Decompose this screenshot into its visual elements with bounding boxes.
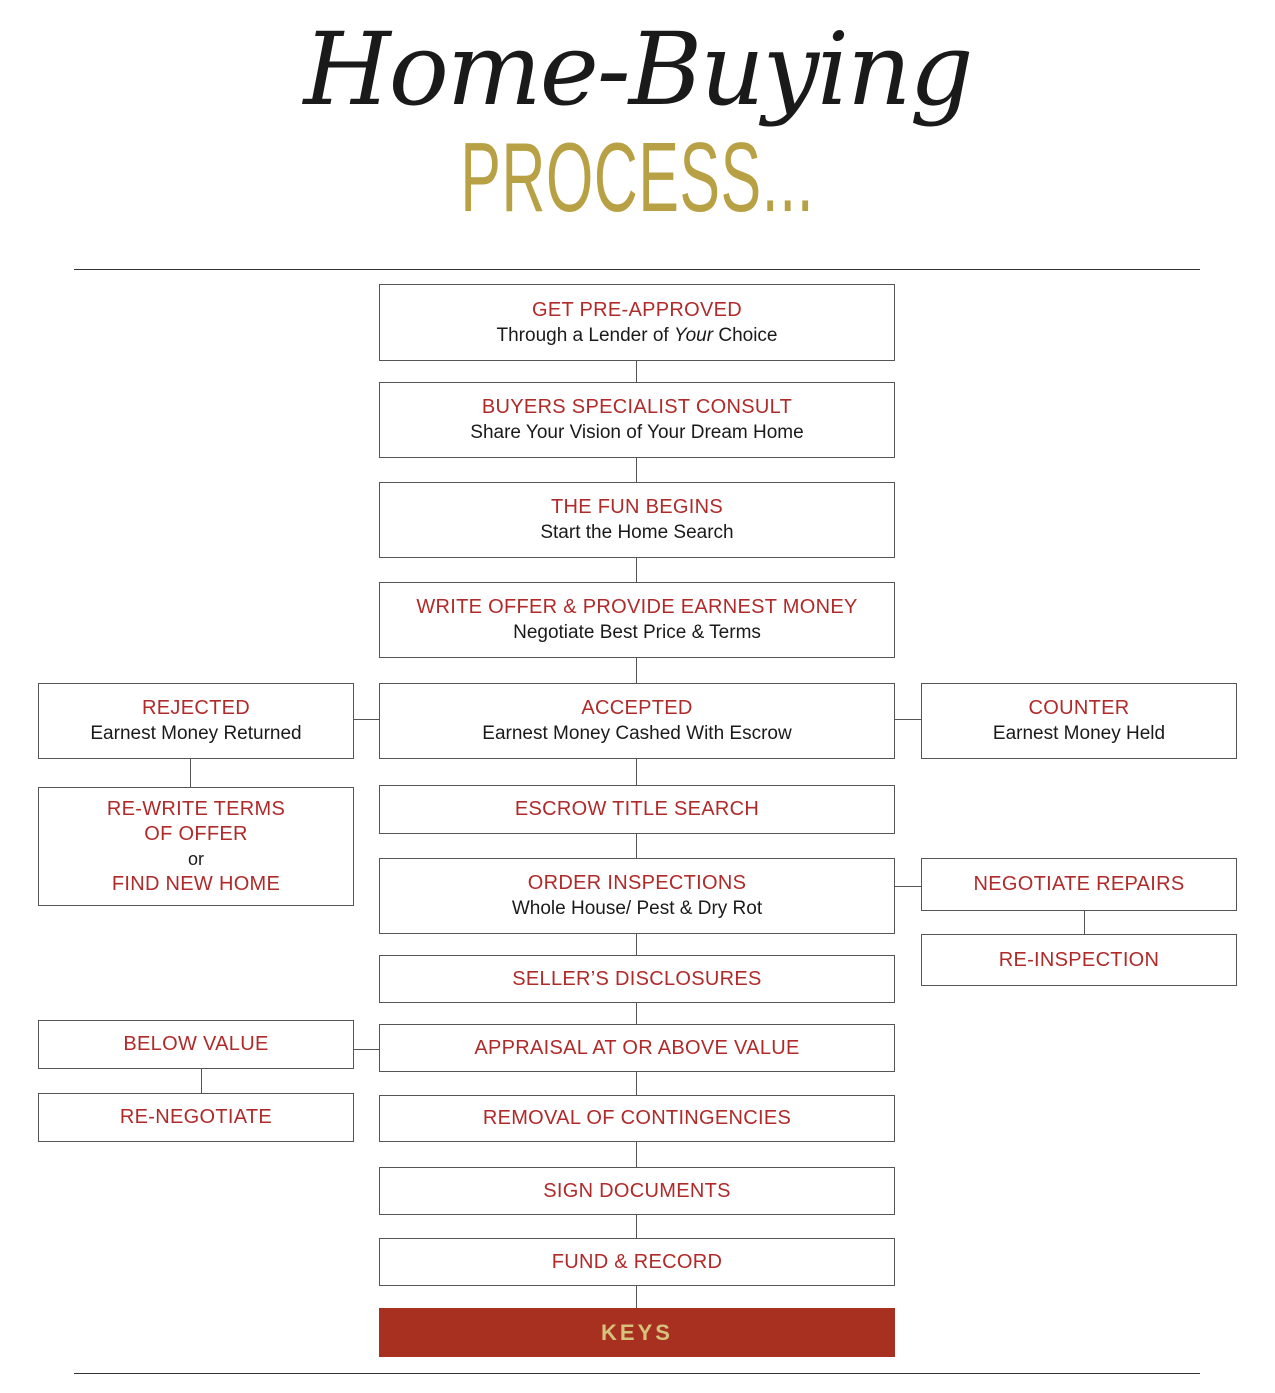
step-fund-record: [379, 1238, 895, 1286]
step-heading: OF OFFER: [144, 822, 248, 845]
step-escrow-title-search: [379, 785, 895, 834]
step-heading: REJECTED: [142, 697, 250, 719]
subtitle-part: Through a Lender of: [496, 324, 674, 346]
step-keys: [379, 1308, 895, 1357]
branch-negotiate-repairs: [921, 858, 1237, 911]
step-heading: SELLER’S DISCLOSURES: [512, 967, 762, 990]
step-fun-begins: [379, 482, 895, 558]
connector: [636, 759, 637, 785]
branch-reinspection: [921, 934, 1237, 986]
bottom-divider: [74, 1373, 1200, 1374]
step-subtitle: [497, 323, 778, 348]
connector: [636, 834, 637, 858]
connector: [895, 719, 921, 720]
step-buyers-consult: [379, 382, 895, 458]
step-heading: SIGN DOCUMENTS: [543, 1179, 731, 1202]
step-heading: REMOVAL OF CONTINGENCIES: [482, 1107, 792, 1129]
step-subtitle: Start the Home Search: [540, 522, 734, 543]
step-sellers-disclosures: [379, 955, 895, 1003]
step-heading: BELOW VALUE: [123, 1033, 269, 1055]
subtitle-part: Choice: [713, 324, 778, 346]
title-script: Home-Buying: [303, 11, 972, 128]
connector: [201, 1069, 202, 1093]
step-sign-documents: [379, 1167, 895, 1215]
step-heading: GET PRE-APPROVED: [531, 298, 743, 321]
step-removal-of-contingencies: [379, 1095, 895, 1142]
subtitle-emphasis: Your: [673, 324, 714, 346]
connector: [636, 361, 637, 382]
step-order-inspections: [379, 858, 895, 934]
step-heading: FIND NEW HOME: [111, 872, 281, 895]
step-subtitle: Earnest Money Held: [992, 723, 1166, 744]
connector: [636, 1003, 637, 1024]
branch-renegotiate: [38, 1093, 354, 1142]
connector: [354, 1049, 379, 1050]
connector: [636, 1072, 637, 1095]
step-heading: ESCROW TITLE SEARCH: [514, 798, 760, 820]
step-heading: ACCEPTED: [581, 697, 693, 719]
step-heading: RE-NEGOTIATE: [119, 1106, 273, 1128]
keys-label: KEYS: [601, 1319, 673, 1345]
branch-below-value: [38, 1020, 354, 1069]
step-accepted: [379, 683, 895, 759]
connector: [636, 1215, 637, 1238]
step-heading: FUND & RECORD: [551, 1250, 723, 1273]
step-heading: APPRAISAL AT OR ABOVE VALUE: [474, 1036, 800, 1059]
branch-rewrite-terms: [38, 787, 354, 906]
step-heading: ORDER INSPECTIONS: [527, 872, 747, 894]
connector: [636, 558, 637, 582]
step-heading: COUNTER: [1028, 697, 1130, 719]
step-subtitle: Earnest Money Cashed With Escrow: [482, 723, 792, 744]
step-heading: NEGOTIATE REPAIRS: [973, 873, 1185, 895]
step-subtitle: Negotiate Best Price & Terms: [513, 622, 761, 643]
step-subtitle: Whole House/ Pest & Dry Rot: [511, 898, 763, 919]
step-appraisal: [379, 1024, 895, 1072]
or-text: or: [187, 848, 204, 869]
title-process: PROCESS...: [460, 122, 815, 232]
connector: [190, 759, 191, 787]
step-heading: RE-WRITE TERMS: [106, 797, 286, 820]
connector: [1084, 911, 1085, 934]
step-heading: WRITE OFFER & PROVIDE EARNEST MONEY: [416, 596, 858, 618]
connector: [636, 658, 637, 684]
connector: [636, 934, 637, 955]
connector: [895, 886, 921, 887]
step-heading: THE FUN BEGINS: [551, 496, 723, 518]
step-subtitle: Earnest Money Returned: [90, 723, 302, 744]
step-heading: RE-INSPECTION: [998, 948, 1160, 971]
top-divider: [74, 269, 1200, 270]
step-subtitle: Share Your Vision of Your Dream Home: [470, 422, 804, 443]
connector: [636, 458, 637, 482]
branch-counter: [921, 683, 1237, 759]
step-get-preapproved: [379, 284, 895, 361]
step-heading: BUYERS SPECIALIST CONSULT: [481, 396, 793, 418]
connector: [636, 1142, 637, 1167]
connector: [636, 1286, 637, 1308]
step-write-offer: [379, 582, 895, 658]
branch-rejected: [38, 683, 354, 759]
connector: [354, 719, 379, 720]
